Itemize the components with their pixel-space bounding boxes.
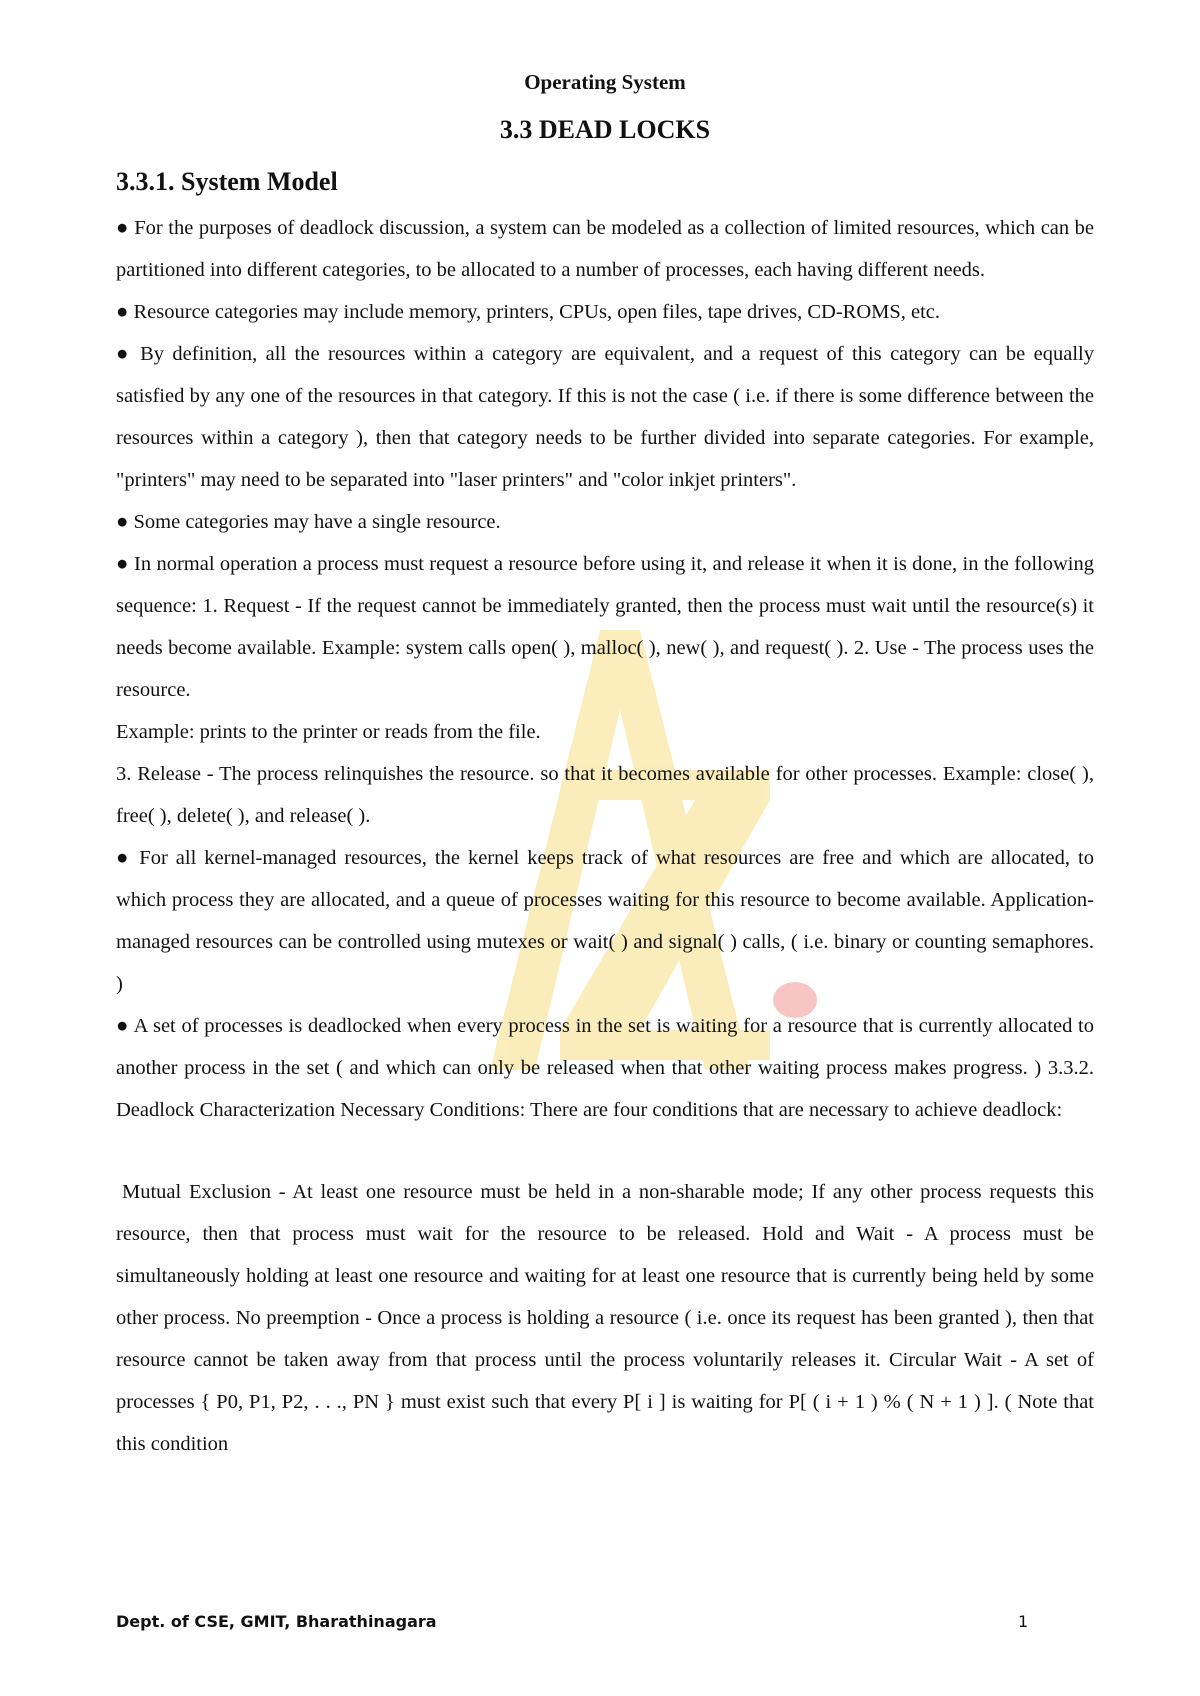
footer-department: Dept. of CSE, GMIT, Bharathinagara (116, 1612, 437, 1631)
paragraph: ● For all kernel-managed resources, the kernel keeps track of what resources are free and which are allocated, to which process they are allocated, and a queue of processes waiting for this resource to become available. Application-managed resources can be controlled using mutexes or wait( ) and signal( ) calls, ( i.e. binary or counting semaphores. ) (116, 847, 1094, 995)
conditions-paragraph: Mutual Exclusion - At least one resource must be held in a non-sharable mode; If any other process requests this resource, then that process must wait for the resource to be released. Hold and Wait - A process must be simultaneously holding at least one resource and waiting for at least one resource that is currently being held by some other process. No preemption - Once a process is holding a resource ( i.e. once its request has been granted ), then that resource cannot be taken away from that process until the process voluntarily releases it. Circular Wait - A set of processes { P0, P1, P2, . . ., PN } must exist such that every P[ i ] is waiting for P[ ( i + 1 ) % ( N + 1 ) ]. ( Note that this condition (116, 1181, 1094, 1455)
paragraph: ● By definition, all the resources within a category are equivalent, and a request of this category can be equally satisfied by any one of the resources in that category. If this is not the case ( i.e. if there is some difference between the resources within a category ), then that category needs to be further divided into separate categories. For example, "printers" may need to be separated into "laser printers" and "color inkjet printers". (116, 343, 1094, 491)
page-content (116, 70, 1094, 1465)
chapter-title: 3.3 DEAD LOCKS (499, 115, 711, 144)
paragraph: ● A set of processes is deadlocked when every process in the set is waiting for a resource that is currently allocated to another process in the set ( and which can only be released when that other waiting process makes progress. ) 3.3.2. Deadlock Characterization Necessary Conditions: There are four conditions that are necessary to achieve deadlock: (116, 1015, 1094, 1121)
paragraph: ● Some categories may have a single resource. (116, 511, 501, 533)
paragraph: Example: prints to the printer or reads from the file. (116, 721, 541, 743)
section-title: 3.3.1. System Model (116, 167, 338, 196)
paragraph: ● In normal operation a process must request a resource before using it, and release it when it is done, in the following sequence: 1. Request - If the request cannot be immediately granted, then the process must wait until the resource(s) it needs become available. Example: system calls open( ), malloc( ), new( ), and request( ). 2. Use - The process uses the resource. (116, 553, 1094, 701)
paragraph: ● Resource categories may include memory, printers, CPUs, open files, tape drives, CD-ROMS, etc. (116, 301, 941, 323)
page-number: 1 (1018, 1612, 1029, 1631)
spacer (116, 1131, 1094, 1171)
course-title: Operating System (524, 70, 686, 94)
paragraph: ● For the purposes of deadlock discussion, a system can be modeled as a collection of limited resources, which can be partitioned into different categories, to be allocated to a number of processes, each having different needs. (116, 217, 1094, 281)
paragraph: 3. Release - The process relinquishes the resource. so that it becomes available for other processes. Example: close( ), free( ), delete( ), and release( ). (116, 763, 1094, 827)
